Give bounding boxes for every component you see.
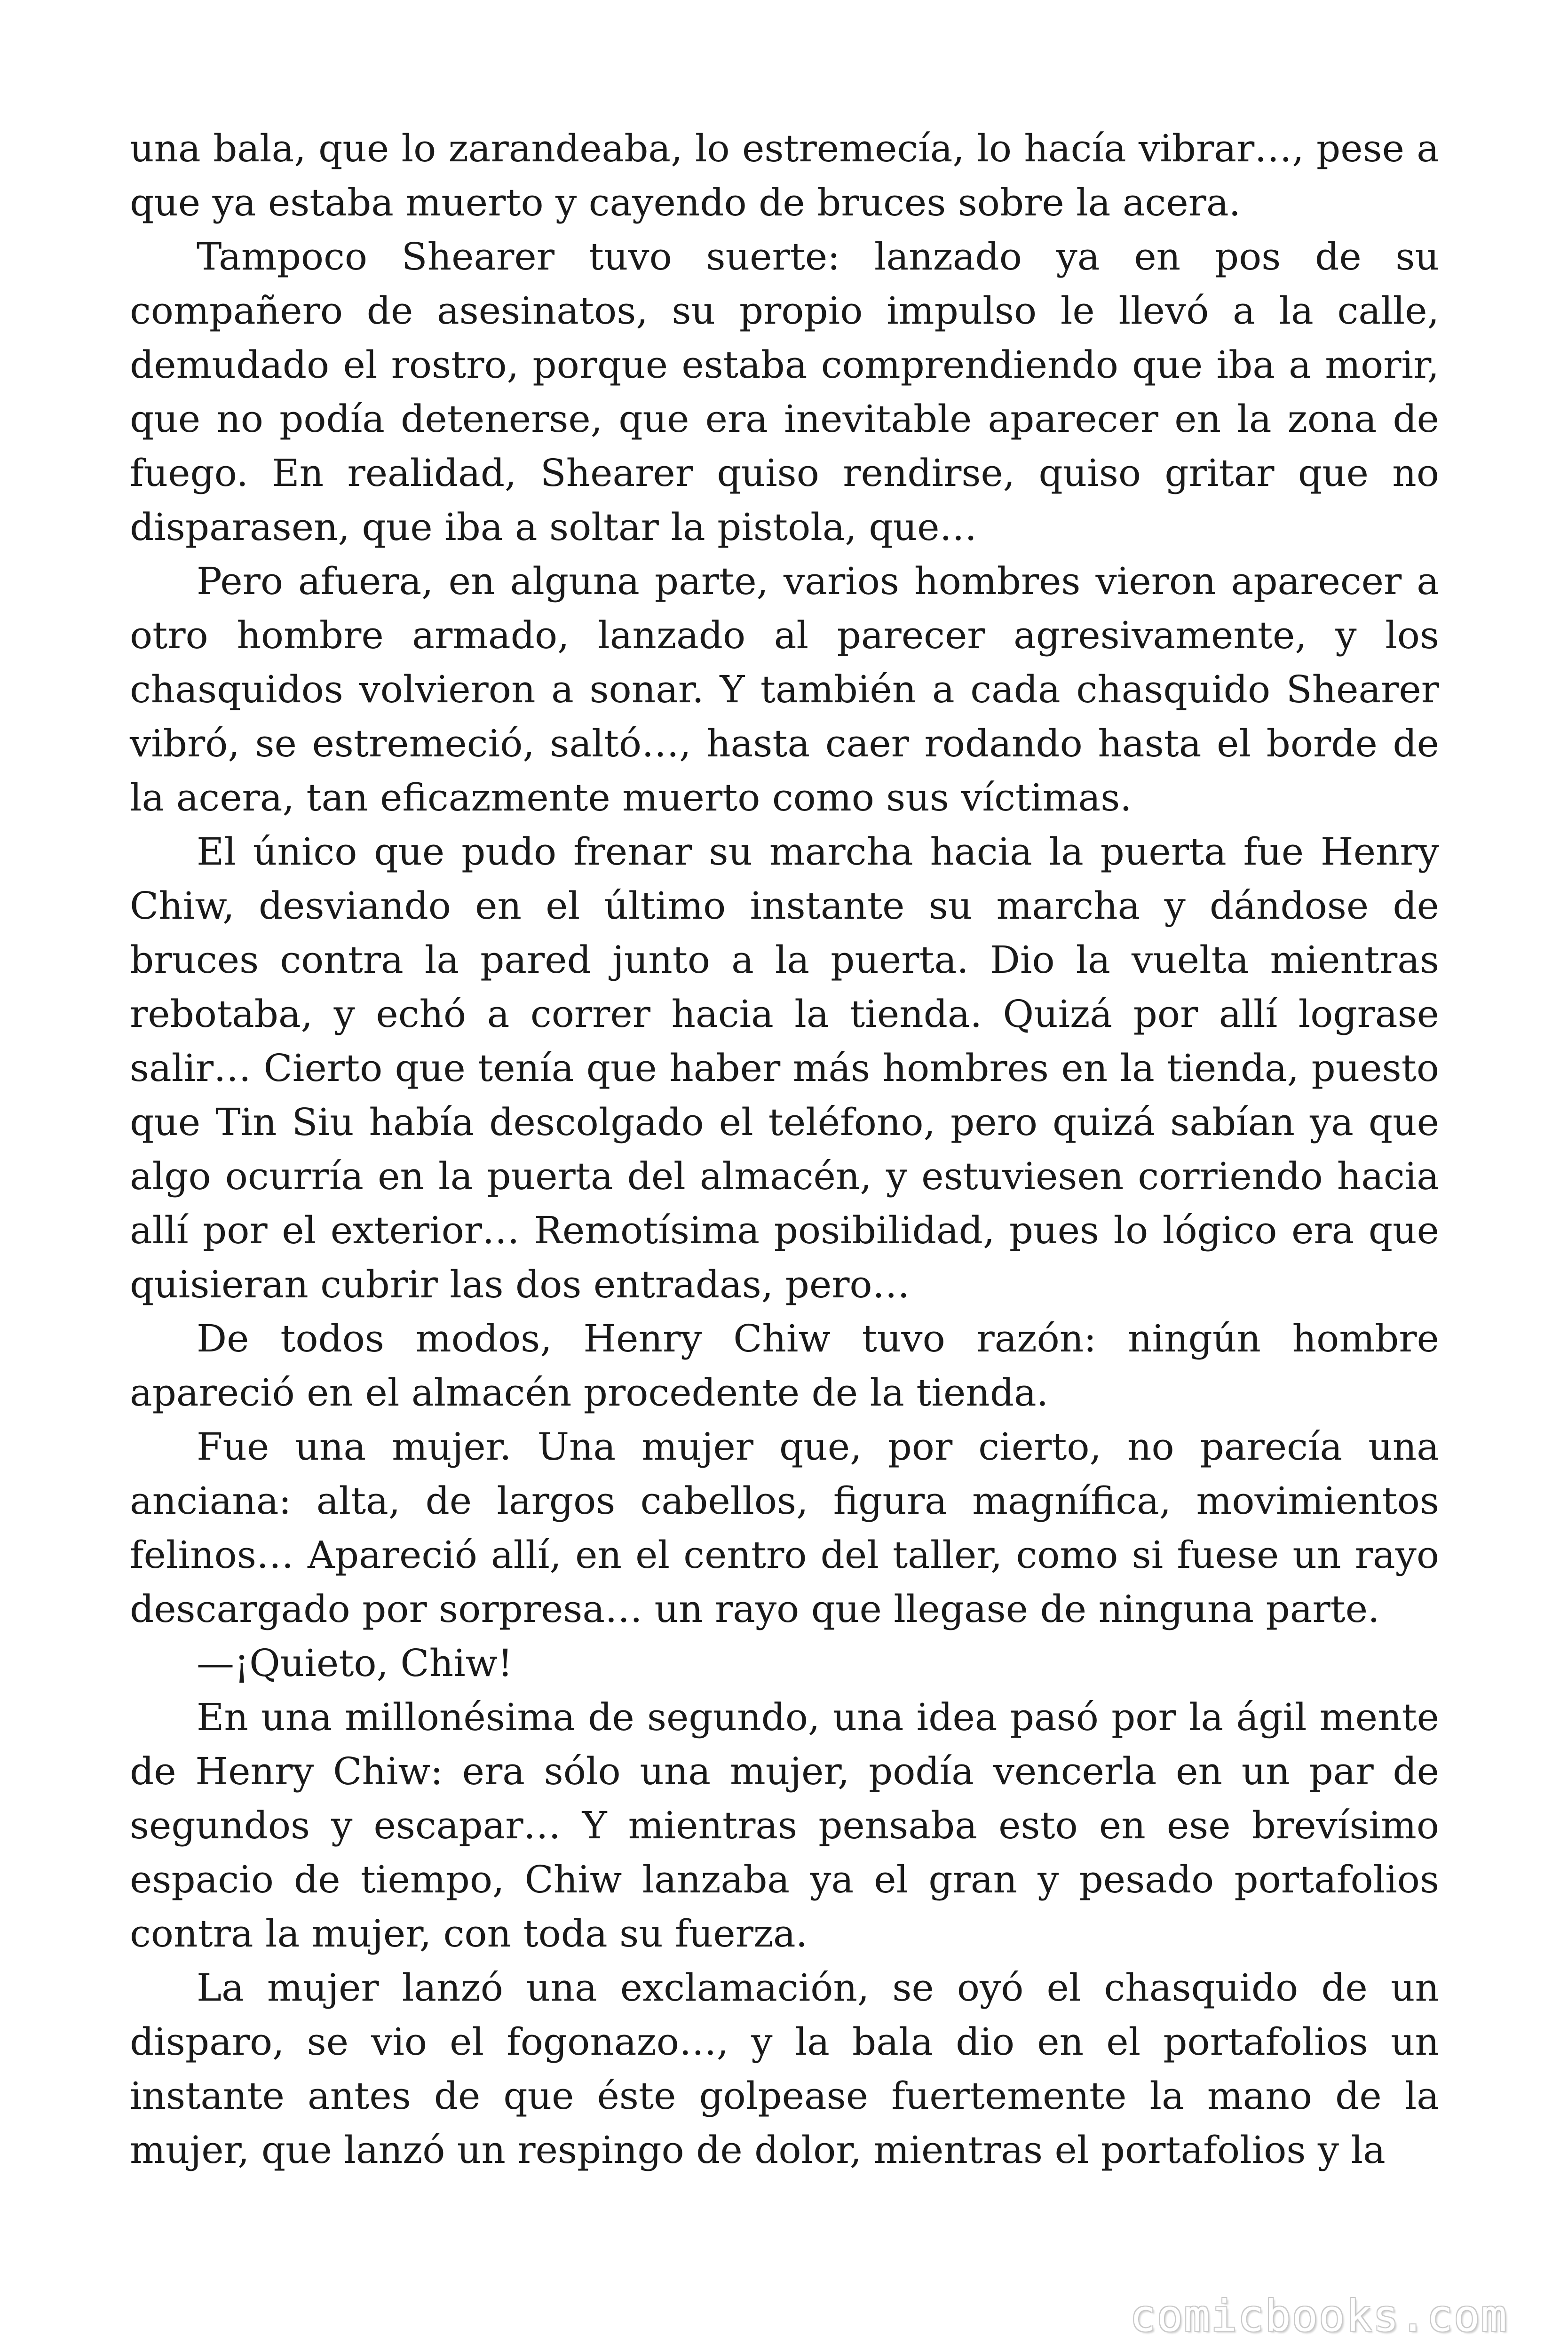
paragraph-2: Tampoco Shearer tuvo suerte: lanzado ya en pos de su compañero de asesinatos, su propio impulso le llevó a la calle, demudado el rostro, porque estaba comprendiendo que iba a morir, que no podía detenerse, que era inevitable aparecer en la zona de fuego. En realidad, Shearer quiso rendirse, quiso gritar que no disparasen, que iba a soltar la pistola, que… bbox=[130, 235, 1439, 549]
paragraph-3: Pero afuera, en alguna parte, varios hombres vieron aparecer a otro hombre armado, lanzado al parecer agresivamente, y los chasquidos volvieron a sonar. Y también a cada chasquido Shearer vibró, se estremeció, saltó…, hasta caer rodando hasta el borde de la acera, tan eficazmente muerto como sus víctimas. bbox=[130, 559, 1439, 819]
paragraph-6: Fue una mujer. Una mujer que, por cierto, no parecía una anciana: alta, de largos cabellos, figura magnífica, movimientos felinos… Apareció allí, en el centro del taller, como si fuese un rayo descargado por sorpresa… un rayo que llegase de ninguna parte. bbox=[130, 1425, 1439, 1631]
paragraph-8: En una millonésima de segundo, una idea pasó por la ágil mente de Henry Chiw: era sólo una mujer, podía vencerla en un par de segundos y escapar… Y mientras pensaba esto en ese brevísimo espacio de tiempo, Chiw lanzaba ya el gran y pesado portafolios contra la mujer, con toda su fuerza. bbox=[130, 1695, 1439, 1955]
body-text bbox=[130, 121, 1439, 2177]
watermark: comicbooks.com bbox=[1130, 2291, 1508, 2341]
paragraph-4: El único que pudo frenar su marcha hacia la puerta fue Henry Chiw, desviando en el último instante su marcha y dándose de bruces contra la pared junto a la puerta. Dio la vuelta mientras rebotaba, y echó a correr hacia la tienda. Quizá por allí lograse salir… Cierto que tenía que haber más hombres en la tienda, puesto que Tin Siu había descolgado el teléfono, pero quizá sabían ya que algo ocurría en la puerta del almacén, y estuviesen corriendo hacia allí por el exterior… Remotísima posibilidad, pues lo lógico era que quisieran cubrir las dos entradas, pero… bbox=[130, 830, 1439, 1306]
paragraph-9: La mujer lanzó una exclamación, se oyó el chasquido de un disparo, se vio el fogonazo…, y la bala dio en el portafolios un instante antes de que éste golpease fuertemente la mano de la mujer, que lanzó un respingo de dolor, mientras el portafolios y la bbox=[130, 1966, 1439, 2172]
paragraph-7-dialogue: —¡Quieto, Chiw! bbox=[197, 1641, 513, 1685]
paragraph-5: De todos modos, Henry Chiw tuvo razón: ningún hombre apareció en el almacén procedente de la tienda. bbox=[130, 1317, 1439, 1414]
paragraph-1: una bala, que lo zarandeaba, lo estremecía, lo hacía vibrar…, pese a que ya estaba muerto y cayendo de bruces sobre la acera. bbox=[130, 127, 1439, 224]
